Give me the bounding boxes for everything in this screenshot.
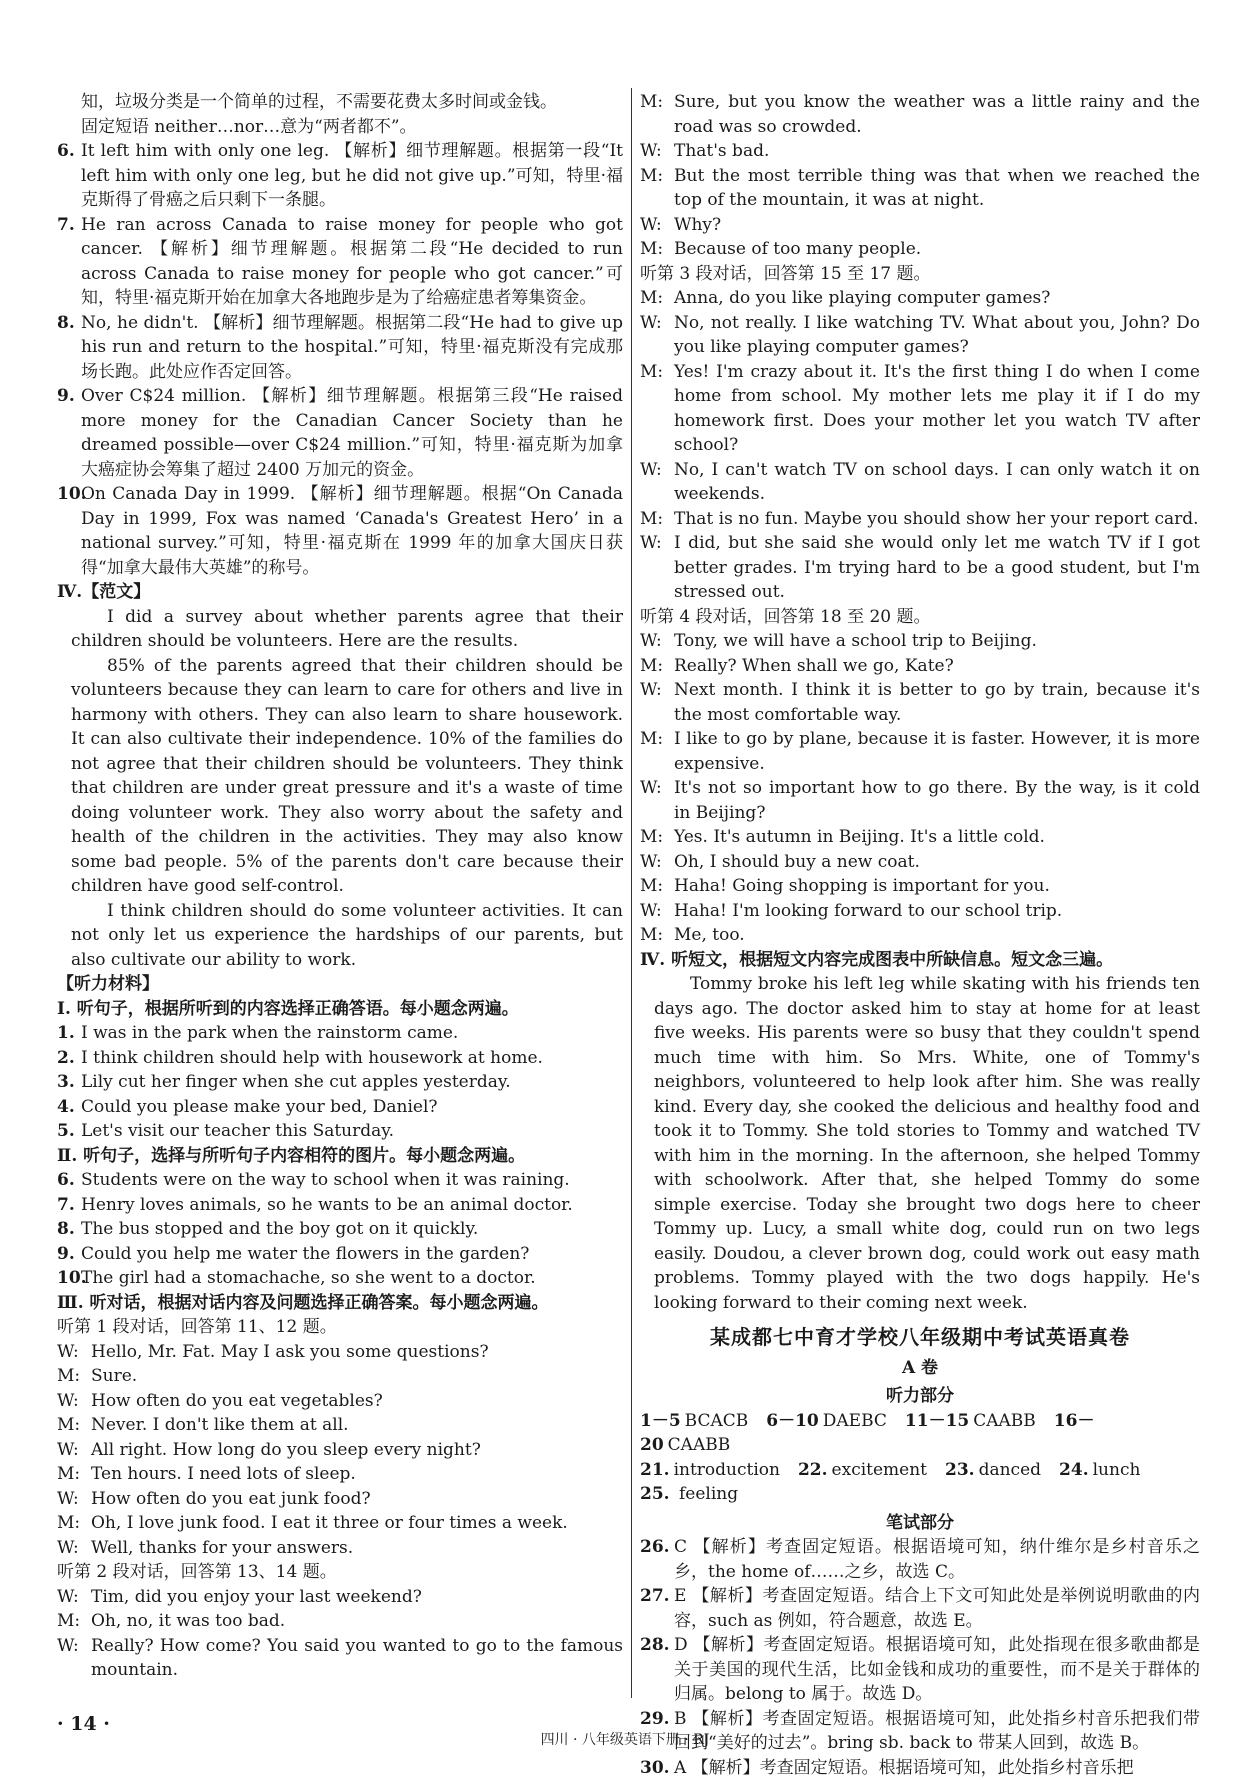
volume-label: A 卷 — [640, 1356, 1200, 1381]
list-item — [57, 1095, 623, 1120]
speaker-label: W: — [57, 1340, 91, 1365]
item-text: C 【解析】考查固定短语。根据语境可知，纳什维尔是乡村音乐之乡，the home of……之乡，故选 C。 — [674, 1537, 1200, 1582]
item-number: 2. — [57, 1046, 81, 1071]
item-text: It left him with only one leg. 【解析】细节理解题。根据第一段“It left him with only one leg, but he did not give up.”可知，特里·福克斯得了骨癌之后只剩下一条腿。 — [81, 141, 623, 210]
speaker-label: W: — [57, 1438, 91, 1463]
item-number: 9. — [57, 384, 81, 409]
speaker-label: M: — [640, 654, 674, 679]
passage-text: Tommy broke his left leg while skating with his friends ten days ago. The doctor asked him to stay at home for at least five weeks. His parents were so busy that they couldn't spend much time with him. So Mrs. White, one of Tommy's neighbors, volunteered to help look after him. She was really kind. Every day, she cooked the delicious and healthy food and took it to Tommy. She told stories to Tommy and watched TV with him in the morning. In the afternoon, she helped Tommy with schoolwork. After that, she helped Tommy do some simple exercise. Today she brought two dogs here to cheer Tommy up. Lucy, a small white dog, could run on two legs easily. Doudou, a clever brown dog, could work out easy math problems. Tommy played with the two dogs happily. He's looking forward to their coming next week. — [640, 972, 1200, 1315]
dialogue-line — [640, 678, 1200, 727]
dialogue-line — [640, 654, 1200, 679]
speaker-label: M: — [640, 237, 674, 262]
speaker-label: M: — [640, 507, 674, 532]
listening-heading: 【听力材料】 — [57, 972, 623, 997]
dialogue-text: It's not so important how to go there. By the way, is it cold in Beijing? — [674, 778, 1200, 823]
list-item — [57, 1119, 623, 1144]
part-heading: Ⅰ. 听句子，根据所听到的内容选择正确答语。每小题念两遍。 — [57, 997, 623, 1022]
dialogue-line — [640, 825, 1200, 850]
item-number: 22. — [798, 1460, 828, 1480]
dialogue-text: Oh, I love junk food. I eat it three or four times a week. — [91, 1513, 568, 1533]
dialogue-text: Oh, I should buy a new coat. — [674, 852, 920, 872]
item-number: 26. — [640, 1535, 674, 1560]
dialogue-text: Really? How come? You said you wanted to go to the famous mountain. — [91, 1636, 623, 1681]
item-number: 1－5 — [640, 1411, 681, 1431]
dialogue-line — [57, 1389, 623, 1414]
dialogue-line — [57, 1438, 623, 1463]
item-number: 10. — [57, 482, 81, 507]
item-number: 16－20 — [640, 1411, 1094, 1456]
dialogue-heading: 听第 3 段对话，回答第 15 至 17 题。 — [640, 262, 1200, 287]
item-number: 7. — [57, 1193, 81, 1218]
dialogue-heading: 听第 4 段对话，回答第 18 至 20 题。 — [640, 605, 1200, 630]
speaker-label: W: — [640, 776, 674, 801]
dialogue-text: Really? When shall we go, Kate? — [674, 656, 954, 676]
speaker-label: W: — [57, 1585, 91, 1610]
dialogue — [57, 1585, 623, 1683]
dialogue-text: Well, thanks for your answers. — [91, 1538, 353, 1558]
dialogue — [57, 1340, 623, 1561]
item-number: 29. — [640, 1707, 674, 1732]
part-heading: Ⅳ. 听短文，根据短文内容完成图表中所缺信息。短文念三遍。 — [640, 948, 1200, 973]
speaker-label: W: — [640, 213, 674, 238]
item-text: Could you please make your bed, Daniel? — [81, 1097, 438, 1117]
dialogue-text: No, not really. I like watching TV. What about you, John? Do you like playing computer games? — [674, 313, 1200, 358]
item-number: 1. — [57, 1021, 81, 1046]
speaker-label: M: — [57, 1462, 91, 1487]
list-item — [57, 1070, 623, 1095]
speaker-label: W: — [57, 1487, 91, 1512]
page-number: · 14 · — [57, 1712, 110, 1737]
answer-item — [57, 213, 623, 311]
item-text: Let's visit our teacher this Saturday. — [81, 1121, 394, 1141]
dialogue-line — [640, 923, 1200, 948]
dialogue-text: Never. I don't like them at all. — [91, 1415, 349, 1435]
intro-line: 知，垃圾分类是一个简单的过程，不需要花费太多时间或金钱。 — [57, 90, 623, 115]
answer-item — [640, 1633, 1200, 1707]
left-column — [57, 90, 623, 1683]
item-number: 28. — [640, 1633, 674, 1658]
item-number: 6. — [57, 139, 81, 164]
dialogue-line — [640, 286, 1200, 311]
dialogue-line — [57, 1536, 623, 1561]
speaker-label: W: — [57, 1634, 91, 1659]
item-number: 27. — [640, 1584, 674, 1609]
item-number: 24. — [1059, 1460, 1089, 1480]
dialogue — [640, 90, 1200, 262]
item-text: feeling — [679, 1484, 738, 1504]
dialogue-text: All right. How long do you sleep every night? — [91, 1440, 481, 1460]
item-number: 21. — [640, 1460, 670, 1480]
speaker-label: M: — [57, 1413, 91, 1438]
item-number: 3. — [57, 1070, 81, 1095]
dialogue — [640, 629, 1200, 948]
speaker-label: W: — [57, 1536, 91, 1561]
dialogue-line — [640, 727, 1200, 776]
dialogue-line — [640, 311, 1200, 360]
dialogue-line — [57, 1487, 623, 1512]
item-text: The girl had a stomachache, so she went to a doctor. — [81, 1268, 536, 1288]
list-item — [57, 1046, 623, 1071]
dialogue-text: Because of too many people. — [674, 239, 921, 259]
speaker-label: M: — [57, 1609, 91, 1634]
item-number: 4. — [57, 1095, 81, 1120]
item-number: 25. — [640, 1484, 670, 1504]
dialogue-line — [640, 850, 1200, 875]
list-item — [57, 1242, 623, 1267]
speaker-label: W: — [57, 1389, 91, 1414]
exam-title: 某成都七中育才学校八年级期中考试英语真卷 — [640, 1325, 1200, 1350]
dialogue-text: Why? — [674, 215, 721, 235]
speaker-label: M: — [640, 360, 674, 385]
column-divider — [631, 88, 632, 1698]
dialogue-text: Haha! I'm looking forward to our school trip. — [674, 901, 1062, 921]
dialogue-line — [57, 1413, 623, 1438]
speaker-label: W: — [640, 678, 674, 703]
item-text: D 【解析】考查固定短语。根据语境可知，此处指现在很多歌曲都是关于美国的现代生活，比如金钱和成功的重要性，而不是关于群体的归属。belong to 属于。故选 D。 — [674, 1635, 1200, 1704]
dialogue-text: Yes! I'm crazy about it. It's the first thing I do when I come home from school. My mother lets me play it if I do my homework first. Does your mother let you watch TV after school? — [674, 362, 1200, 456]
answer-item — [57, 384, 623, 482]
dialogue-line — [640, 458, 1200, 507]
answer-key-line — [640, 1409, 1200, 1458]
speaker-label: M: — [640, 727, 674, 752]
dialogue-text: No, I can't watch TV on school days. I can only watch it on weekends. — [674, 460, 1200, 505]
intro-line: 固定短语 neither…nor…意为“两者都不”。 — [57, 115, 623, 140]
speaker-label: M: — [57, 1511, 91, 1536]
answer-item — [57, 311, 623, 385]
dialogue-text: I like to go by plane, because it is faster. However, it is more expensive. — [674, 729, 1200, 774]
item-text: No, he didn't. 【解析】细节理解题。根据第二段“He had to give up his run and return to the hospital.”可知，特里·福克斯没有完成那场长跑。此处应作否定回答。 — [81, 313, 623, 382]
dialogue-line — [57, 1340, 623, 1365]
dialogue-line — [640, 213, 1200, 238]
item-number: 7. — [57, 213, 81, 238]
speaker-label: W: — [640, 850, 674, 875]
item-number: 6. — [57, 1168, 81, 1193]
list-item — [57, 1217, 623, 1242]
dialogue-heading: 听第 1 段对话，回答第 11、12 题。 — [57, 1315, 623, 1340]
essay-paragraph: I did a survey about whether parents agree that their children should be volunteers. Here are the results. — [57, 605, 623, 654]
item-text: introduction — [674, 1460, 780, 1480]
item-number: 30. — [640, 1756, 674, 1780]
dialogue-text: Sure, but you know the weather was a little rainy and the road was so crowded. — [674, 92, 1200, 137]
answer-item — [57, 482, 623, 580]
item-text: I think children should help with housework at home. — [81, 1048, 543, 1068]
item-text: BCACB — [685, 1411, 749, 1431]
dialogue-line — [640, 139, 1200, 164]
speaker-label: W: — [640, 139, 674, 164]
list-item — [57, 1266, 623, 1291]
item-text: A 【解析】考查固定短语。根据语境可知，此处指乡村音乐把 — [674, 1758, 1134, 1778]
right-column — [640, 90, 1200, 1780]
item-number: 10. — [57, 1266, 81, 1291]
essay-paragraph: 85% of the parents agreed that their children should be volunteers because they can learn to care for others and live in harmony with others. They can also learn to share housework. It can also cultivate their independence. 10% of the families do not agree that their children should be volunteers. They think that children are under great pressure and it's a waste of time doing volunteer work. They also worry about the safety and health of the children in the activities. They may also know some bad people. 5% of the parents don't care because their children have good self-control. — [57, 654, 623, 899]
dialogue-line — [57, 1634, 623, 1683]
speaker-label: W: — [640, 899, 674, 924]
item-text: CAABB — [973, 1411, 1036, 1431]
answer-item — [640, 1756, 1200, 1780]
dialogue-line — [57, 1511, 623, 1536]
dialogue-line — [640, 776, 1200, 825]
dialogue-line — [57, 1364, 623, 1389]
item-number: 8. — [57, 311, 81, 336]
dialogue-line — [640, 899, 1200, 924]
answer-key-line — [640, 1482, 1200, 1507]
item-text: B 【解析】考查固定短语。根据语境可知，此处指乡村音乐把我们带回到“美好的过去”。bring sb. back to 带某人回到，故选 B。 — [674, 1709, 1200, 1754]
dialogue — [640, 286, 1200, 605]
dialogue-text: Oh, no, it was too bad. — [91, 1611, 285, 1631]
answer-item — [640, 1535, 1200, 1584]
speaker-label: M: — [640, 874, 674, 899]
item-number: 23. — [945, 1460, 975, 1480]
part-heading: Ⅱ. 听句子，选择与所听句子内容相符的图片。每小题念两遍。 — [57, 1144, 623, 1169]
dialogue-line — [57, 1462, 623, 1487]
dialogue-line — [640, 874, 1200, 899]
item-text: Could you help me water the flowers in the garden? — [81, 1244, 529, 1264]
speaker-label: M: — [640, 825, 674, 850]
dialogue-text: Haha! Going shopping is important for you. — [674, 876, 1050, 896]
item-text: danced — [979, 1460, 1041, 1480]
item-text: Students were on the way to school when it was raining. — [81, 1170, 570, 1190]
item-number: 8. — [57, 1217, 81, 1242]
speaker-label: W: — [640, 531, 674, 556]
speaker-label: M: — [640, 164, 674, 189]
answer-item — [57, 139, 623, 213]
dialogue-line — [57, 1609, 623, 1634]
item-number: 6－10 — [766, 1411, 819, 1431]
item-text: Over C$24 million. 【解析】细节理解题。根据第三段“He raised more money for the Canadian Cancer Society than he dreamed possible—over C$24 million.”可知，特里·福克斯为加拿大癌症协会筹集了超过 2400 万加元的资金。 — [81, 386, 623, 480]
item-text: Lily cut her finger when she cut apples yesterday. — [81, 1072, 511, 1092]
dialogue-line — [640, 90, 1200, 139]
dialogue-text: Ten hours. I need lots of sleep. — [91, 1464, 356, 1484]
dialogue-text: That's bad. — [674, 141, 769, 161]
speaker-label: M: — [640, 90, 674, 115]
item-text: Henry loves animals, so he wants to be an animal doctor. — [81, 1195, 573, 1215]
item-text: CAABB — [668, 1435, 731, 1455]
item-number: 5. — [57, 1119, 81, 1144]
dialogue-line — [640, 629, 1200, 654]
dialogue-line — [640, 164, 1200, 213]
dialogue-text: But the most terrible thing was that when we reached the top of the mountain, it was at night. — [674, 166, 1200, 211]
item-text: excitement — [832, 1460, 927, 1480]
item-number: 9. — [57, 1242, 81, 1267]
list-item — [57, 1021, 623, 1046]
dialogue-line — [640, 360, 1200, 458]
model-essay-heading: Ⅳ.【范文】 — [57, 580, 623, 605]
item-text: E 【解析】考查固定短语。结合上下文可知此处是举例说明歌曲的内容，such as 例如，符合题意，故选 E。 — [674, 1586, 1200, 1631]
list-item — [57, 1193, 623, 1218]
dialogue-text: Me, too. — [674, 925, 745, 945]
item-text: I was in the park when the rainstorm came. — [81, 1023, 458, 1043]
part-heading: Ⅲ. 听对话，根据对话内容及问题选择正确答案。每小题念两遍。 — [57, 1291, 623, 1316]
item-text: On Canada Day in 1999. 【解析】细节理解题。根据“On Canada Day in 1999, Fox was named ‘Canada's Greatest Hero’ in a national survey.”可知，特里·福克斯在 1999 年的加拿大国庆日获得“加拿大最伟大英雄”的称号。 — [81, 484, 623, 578]
speaker-label: M: — [640, 923, 674, 948]
dialogue-text: Yes. It's autumn in Beijing. It's a little cold. — [674, 827, 1045, 847]
dialogue-text: Next month. I think it is better to go by train, because it's the most comfortable way. — [674, 680, 1200, 725]
speaker-label: W: — [640, 629, 674, 654]
listening-part-label: 听力部分 — [640, 1384, 1200, 1409]
item-text: DAEBC — [823, 1411, 887, 1431]
written-part-label: 笔试部分 — [640, 1511, 1200, 1536]
dialogue-text: Tony, we will have a school trip to Beijing. — [674, 631, 1037, 651]
dialogue-text: That is no fun. Maybe you should show her your report card. — [674, 509, 1199, 529]
dialogue-line — [640, 507, 1200, 532]
item-text: He ran across Canada to raise money for people who got cancer. 【解析】细节理解题。根据第二段“He decided to run across Canada to raise money for people who got cancer.”可知，特里·福克斯开始在加拿大各地跑步是为了给癌症患者筹集资金。 — [81, 215, 623, 309]
answer-item — [640, 1584, 1200, 1633]
dialogue-text: How often do you eat junk food? — [91, 1489, 371, 1509]
footer-book-info: 四川 · 八年级英语下册 · RJ — [0, 1728, 1250, 1753]
item-text: lunch — [1093, 1460, 1141, 1480]
dialogue-line — [640, 531, 1200, 605]
speaker-label: M: — [57, 1364, 91, 1389]
sentence-list — [57, 1168, 623, 1291]
dialogue-line — [640, 237, 1200, 262]
dialogue-text: Sure. — [91, 1366, 137, 1386]
dialogue-text: Anna, do you like playing computer games? — [674, 288, 1050, 308]
item-number: 11－15 — [905, 1411, 969, 1431]
list-item — [57, 1168, 623, 1193]
speaker-label: W: — [640, 311, 674, 336]
essay-paragraph: I think children should do some volunteer activities. It can not only let us experience the hardships of our parents, but also cultivate our ability to work. — [57, 899, 623, 973]
answer-key-line — [640, 1458, 1200, 1483]
speaker-label: M: — [640, 286, 674, 311]
sentence-list — [57, 1021, 623, 1144]
dialogue-text: How often do you eat vegetables? — [91, 1391, 383, 1411]
dialogue-text: Hello, Mr. Fat. May I ask you some questions? — [91, 1342, 489, 1362]
dialogue-text: Tim, did you enjoy your last weekend? — [91, 1587, 422, 1607]
item-text: The bus stopped and the boy got on it quickly. — [81, 1219, 478, 1239]
speaker-label: W: — [640, 458, 674, 483]
dialogue-line — [57, 1585, 623, 1610]
dialogue-heading: 听第 2 段对话，回答第 13、14 题。 — [57, 1560, 623, 1585]
dialogue-text: I did, but she said she would only let me watch TV if I got better grades. I'm trying hard to be a good student, but I'm stressed out. — [674, 533, 1200, 602]
